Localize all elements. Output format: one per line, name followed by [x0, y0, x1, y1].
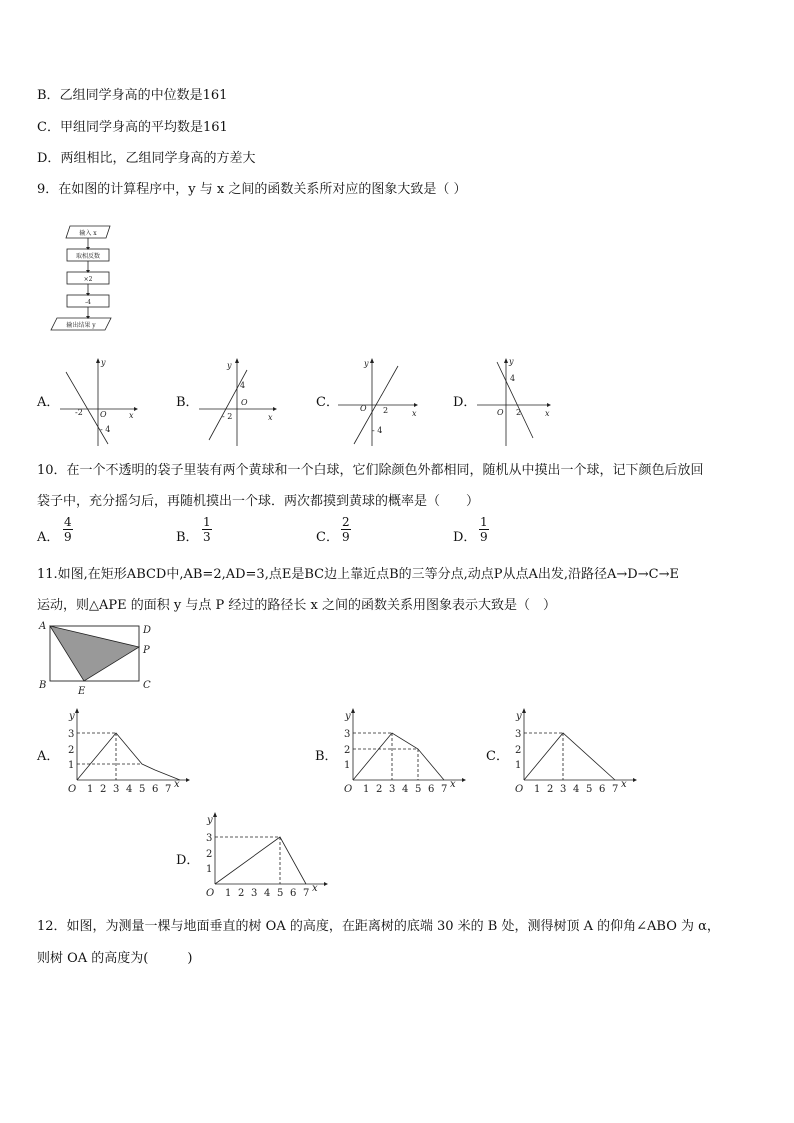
y-label: y — [516, 711, 522, 722]
y-tick-2: 2 — [344, 745, 351, 756]
denominator: 9 — [64, 530, 72, 544]
y-label: y — [207, 815, 213, 826]
origin-label: O — [68, 784, 77, 795]
q10-stem: 10．在一个不透明的袋子里装有两个黄球和一个白球，它们除颜色外都相同，随机从中摸出一个球，记下颜色后放回 — [37, 463, 704, 478]
function-graph — [215, 837, 306, 884]
origin-label: O — [497, 408, 504, 417]
q9-option-d-letter: D． — [453, 395, 477, 410]
function-graph — [77, 733, 180, 780]
flow-step-times2: ×2 — [83, 276, 93, 283]
x-tick-6: 6 — [152, 784, 159, 795]
x-tick-5: 5 — [139, 784, 146, 795]
x-tick-3: 3 — [113, 784, 120, 795]
flow-step-negate: 取相反数 — [75, 253, 101, 260]
q8-option-b — [37, 84, 227, 103]
y-tick-1: 1 — [515, 760, 522, 771]
x-tick-1: 1 — [225, 888, 232, 899]
q10-option-b-letter: B． — [176, 530, 199, 545]
y-tick-3: 3 — [68, 729, 75, 740]
q10-option-a-letter: A． — [37, 530, 60, 545]
x-label: x — [621, 779, 627, 790]
y-tick-1: 1 — [344, 760, 351, 771]
q9-stem: 9．在如图的计算程序中，y 与 x 之间的函数关系所对应的图象大致是（ ） — [37, 182, 467, 197]
y-tick-3: 3 — [515, 729, 522, 740]
x-tick-6: 6 — [428, 784, 435, 795]
vertex-label-c: C — [143, 680, 151, 691]
x-tick-4: 4 — [573, 784, 580, 795]
x-intercept-label: -2 — [75, 408, 83, 417]
q12-stem-line2: 则树 OA 的高度为( ) — [37, 951, 193, 966]
option-text: 两组相比，乙组同学身高的方差大 — [60, 151, 256, 166]
q10-option-a-fraction — [63, 515, 73, 544]
numerator: 4 — [64, 515, 72, 529]
q10-option-c-letter: C． — [316, 530, 339, 545]
x-tick-6: 6 — [599, 784, 606, 795]
x-tick-6: 6 — [290, 888, 297, 899]
x-tick-2: 2 — [100, 784, 107, 795]
y-tick-1: 1 — [68, 760, 75, 771]
vertex-label-p: P — [143, 645, 150, 656]
x-intercept-label: 2 — [516, 408, 522, 417]
y-intercept-label: - 4 — [372, 426, 383, 435]
q9-graph-c — [334, 358, 422, 448]
x-intercept-label: - 2 — [222, 412, 233, 421]
q11-option-b-letter: B． — [315, 749, 338, 764]
vertex-label-e: E — [78, 686, 86, 697]
y-intercept-label: - 4 — [100, 425, 111, 434]
q8-option-d — [37, 147, 255, 166]
x-intercept-label: 2 — [383, 406, 389, 415]
y-tick-2: 2 — [206, 849, 213, 860]
q9-option-b-letter: B． — [176, 395, 199, 410]
y-intercept-label: 4 — [510, 374, 516, 383]
y-label: y — [227, 361, 232, 370]
q12-stem: 12．如图，为测量一棵与地面垂直的树 OA 的高度，在距离树的底端 30 米的 B 处，测得树顶 A 的仰角∠ABO 为 α， — [37, 919, 720, 934]
q11-stem-line2: 运动，则△APE 的面积 y 与点 P 经过的路径长 x 之间的函数关系用图象表示大致是（ ） — [37, 598, 556, 613]
function-graph — [524, 733, 615, 780]
origin-label: O — [515, 784, 524, 795]
q10-stem-line2: 袋子中，充分摇匀后，再随机摸出一个球．两次都摸到黄球的概率是（ ） — [37, 494, 480, 509]
y-label: y — [345, 711, 351, 722]
y-tick-3: 3 — [344, 729, 351, 740]
x-tick-2: 2 — [376, 784, 383, 795]
y-tick-2: 2 — [515, 745, 522, 756]
denominator: 9 — [480, 530, 488, 544]
option-text: 甲组同学身高的平均数是161 — [59, 120, 228, 135]
x-tick-2: 2 — [238, 888, 245, 899]
numerator: 2 — [342, 515, 350, 529]
flow-step-minus4: -4 — [85, 299, 91, 306]
x-tick-3: 3 — [389, 784, 396, 795]
x-tick-4: 4 — [126, 784, 133, 795]
x-tick-5: 5 — [277, 888, 284, 899]
q11-graph-a — [62, 708, 192, 796]
x-tick-7: 7 — [441, 784, 448, 795]
option-text: 乙组同学身高的中位数是161 — [59, 88, 228, 103]
q8-option-c — [37, 116, 228, 135]
x-tick-1: 1 — [87, 784, 94, 795]
origin-label: O — [241, 398, 248, 407]
x-tick-3: 3 — [251, 888, 258, 899]
q9-graph-d — [473, 358, 555, 448]
numerator: 1 — [203, 515, 211, 529]
y-label: y — [101, 358, 106, 367]
vertex-label-a: A — [39, 621, 47, 632]
origin-label: O — [206, 888, 215, 899]
x-label: x — [174, 779, 180, 790]
x-tick-2: 2 — [547, 784, 554, 795]
x-tick-3: 3 — [560, 784, 567, 795]
option-letter: B． — [37, 88, 60, 103]
flow-step-input: 输入 x — [79, 230, 97, 237]
q9-option-c-letter: C． — [316, 395, 339, 410]
q11-graph-d — [200, 812, 330, 900]
x-label: x — [412, 409, 417, 418]
q11-graph-b — [338, 708, 468, 796]
flow-step-output: 输出结果 y — [66, 322, 96, 329]
q10-option-b-fraction — [202, 515, 212, 544]
q10-option-d-fraction — [479, 515, 489, 544]
q9-graph-b — [197, 358, 277, 448]
origin-label: O — [100, 410, 107, 419]
option-letter: C． — [37, 120, 60, 135]
denominator: 3 — [203, 530, 211, 544]
origin-label: O — [344, 784, 353, 795]
q10-option-c-fraction — [341, 515, 351, 544]
x-label: x — [129, 411, 134, 420]
q10-option-d-letter: D． — [453, 530, 477, 545]
x-tick-4: 4 — [402, 784, 409, 795]
x-tick-7: 7 — [612, 784, 619, 795]
x-tick-4: 4 — [264, 888, 271, 899]
x-label: x — [450, 779, 456, 790]
q11-rectangle-figure — [36, 618, 158, 698]
x-label: x — [312, 883, 318, 894]
origin-label: O — [360, 404, 367, 413]
y-label: y — [509, 358, 514, 366]
y-tick-2: 2 — [68, 745, 75, 756]
option-letter: D． — [37, 151, 61, 166]
q11-option-a-letter: A． — [37, 749, 60, 764]
vertex-label-d: D — [143, 625, 152, 636]
x-tick-5: 5 — [415, 784, 422, 795]
x-tick-1: 1 — [534, 784, 541, 795]
denominator: 9 — [342, 530, 350, 544]
y-tick-3: 3 — [206, 833, 213, 844]
x-tick-5: 5 — [586, 784, 593, 795]
y-intercept-label: 4 — [240, 381, 246, 390]
x-label: x — [268, 413, 273, 422]
x-tick-7: 7 — [165, 784, 172, 795]
x-label: x — [545, 409, 550, 418]
x-tick-1: 1 — [363, 784, 370, 795]
x-tick-7: 7 — [303, 888, 310, 899]
q9-flowchart — [48, 222, 128, 334]
q11-option-d-letter: D． — [176, 853, 200, 868]
y-label: y — [364, 359, 369, 368]
q11-graph-c — [509, 708, 639, 796]
q11-option-c-letter: C． — [486, 749, 509, 764]
q11-stem: 11.如图,在矩形ABCD中,AB=2,AD=3,点E是BC边上靠近点B的三等分点,动点P从点A出发,沿路径A→D→C→E — [37, 567, 679, 582]
y-tick-1: 1 — [206, 864, 213, 875]
numerator: 1 — [480, 515, 488, 529]
q9-option-a-letter: A． — [37, 395, 60, 410]
function-graph — [353, 733, 444, 780]
y-label: y — [69, 711, 75, 722]
vertex-label-b: B — [39, 680, 47, 691]
triangle-ape — [50, 626, 139, 681]
q9-graph-a — [58, 358, 138, 448]
